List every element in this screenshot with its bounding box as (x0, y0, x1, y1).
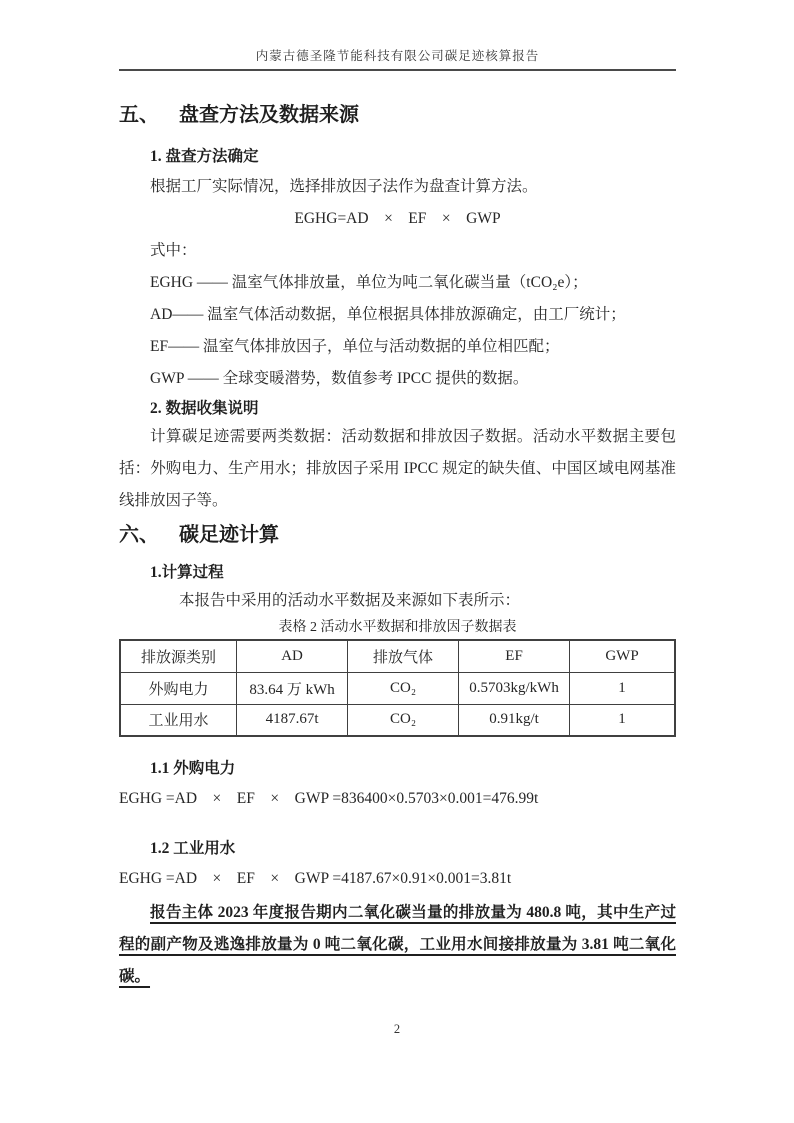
where-label: 式中： (150, 242, 197, 259)
table-row-water (120, 704, 675, 736)
table-cell: 1 (570, 672, 675, 704)
section5-number: 五、 (119, 104, 159, 126)
page-header (119, 0, 676, 71)
table-cell: CO₂ (348, 672, 459, 704)
section5-sub1-heading: 1. 盘查方法确定 (150, 148, 259, 165)
ghg-formula: EGHG=AD × EF × GWP (294, 210, 501, 227)
table-header-cell: EF (459, 640, 570, 672)
section5-heading (119, 101, 676, 129)
section5-sub2-heading: 2. 数据收集说明 (150, 400, 259, 417)
activity-data-table (119, 639, 676, 737)
section6-title: 碳足迹计算 (179, 524, 279, 546)
table-header-row (120, 640, 675, 672)
section6-sub-1-2-heading: 1.2 工业用水 (150, 840, 236, 857)
table-row-electricity (120, 672, 675, 704)
conclusion-paragraph: 报告主体 2023 年度报告期内二氧化碳当量的排放量为 480.8 吨，其中生产过程的副产物及逃逸排放量为 0 吨二氧化碳，工业用水间接排放量为 3.81 吨二氧化碳。 (119, 904, 676, 985)
definition-eghg: EGHG —— 温室气体排放量，单位为吨二氧化碳当量（tCO₂e）； (150, 274, 588, 291)
definition-ad: AD—— 温室气体活动数据，单位根据具体排放源确定，由工厂统计； (150, 306, 626, 323)
electricity-formula: EGHG =AD × EF × GWP =836400×0.5703×0.001=476.99t (119, 790, 539, 807)
section6-sub1-heading: 1.计算过程 (150, 564, 224, 581)
table-cell: 1 (570, 704, 675, 736)
table-cell: 83.64 万 kWh (237, 672, 348, 704)
data-collection-paragraph: 计算碳足迹需要两类数据：活动数据和排放因子数据。活动水平数据主要包括：外购电力、生产用水；排放因子采用 IPCC 规定的缺失值、中国区域电网基准线排放因子等。 (119, 428, 676, 509)
water-formula: EGHG =AD × EF × GWP =4187.67×0.91×0.001=3.81t (119, 870, 512, 887)
section6-sub-1-1-heading: 1.1 外购电力 (150, 760, 236, 777)
method-paragraph: 根据工厂实际情况，选择排放因子法作为盘查计算方法。 (150, 178, 538, 195)
section6-number: 六、 (119, 524, 159, 546)
table-cell: CO₂ (348, 704, 459, 736)
table-caption: 表格 2 活动水平数据和排放因子数据表 (278, 620, 517, 635)
table-cell: 工业用水 (120, 704, 237, 736)
table-cell: 外购电力 (120, 672, 237, 704)
table-header-cell: GWP (570, 640, 675, 672)
report-header-title: 内蒙古德圣隆节能科技有限公司碳足迹核算报告 (255, 49, 540, 63)
table-cell: 0.91kg/t (459, 704, 570, 736)
table-cell: 4187.67t (237, 704, 348, 736)
definition-gwp: GWP —— 全球变暖潜势，数值参考 IPCC 提供的数据。 (150, 370, 529, 387)
table-cell: 0.5703kg/kWh (459, 672, 570, 704)
table-header-cell: 排放源类别 (120, 640, 237, 672)
table-intro-paragraph: 本报告中采用的活动水平数据及来源如下表所示： (179, 592, 521, 609)
page-content (119, 101, 676, 993)
definition-ef: EF—— 温室气体排放因子，单位与活动数据的单位相匹配； (150, 338, 560, 355)
page-number: 2 (393, 1022, 401, 1036)
table-header-cell: 排放气体 (348, 640, 459, 672)
section5-title: 盘查方法及数据来源 (179, 104, 359, 126)
section6-heading (119, 521, 676, 549)
table-header-cell: AD (237, 640, 348, 672)
